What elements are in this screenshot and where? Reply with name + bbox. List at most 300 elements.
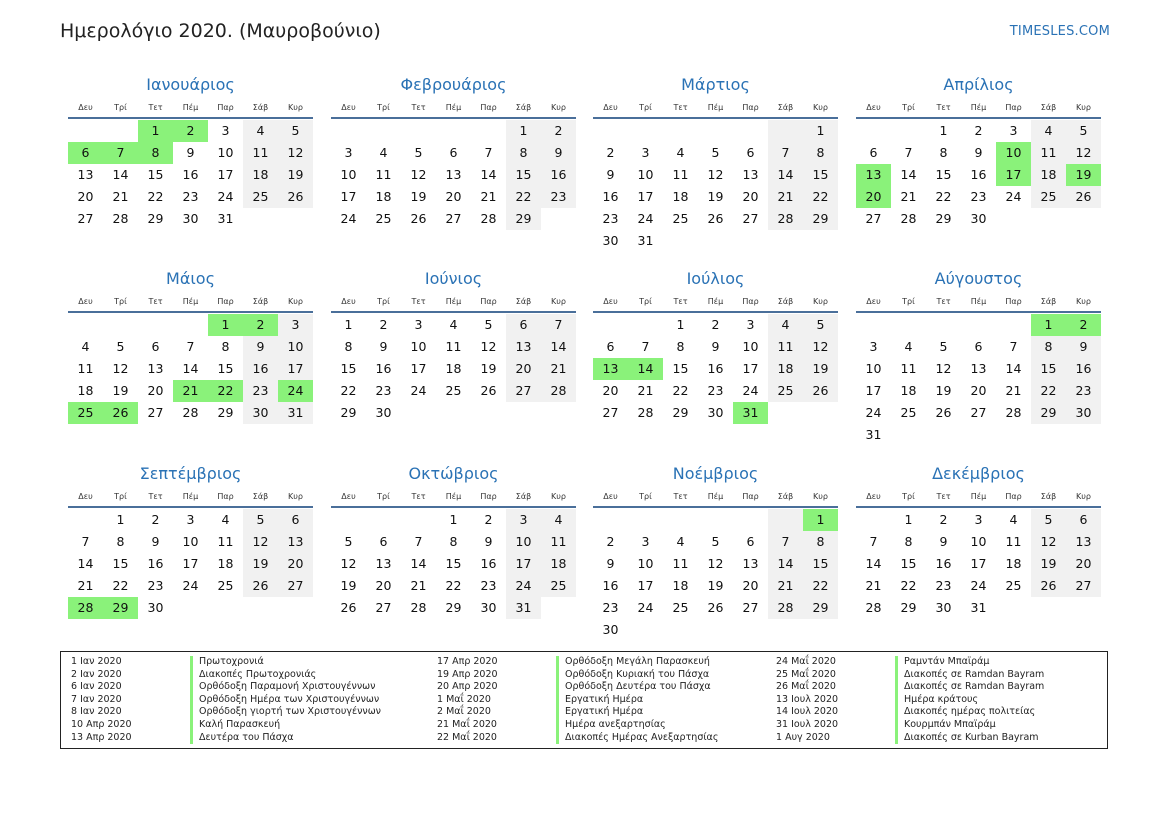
day-cell: 28 — [112, 211, 129, 226]
day-cell: 5 — [803, 314, 838, 336]
day-cell: 20 — [742, 189, 759, 204]
day-cell: 7 — [541, 314, 576, 336]
empty-cell — [891, 120, 926, 142]
day-cell: 25 — [768, 380, 803, 402]
day-cell: 21 — [541, 358, 576, 380]
day-cell: 9 — [243, 336, 278, 358]
holiday-legend — [60, 651, 1108, 749]
legend-date: 17 Απρ 2020 — [437, 656, 498, 667]
day-cell: 5 — [243, 509, 278, 531]
day-cell: 27 — [375, 600, 392, 615]
holiday-day: 20 — [856, 186, 891, 208]
day-cell: 5 — [711, 534, 720, 549]
empty-cell — [331, 120, 366, 142]
empty-cell — [103, 314, 138, 336]
day-cell: 9 — [606, 167, 615, 182]
day-cell: 3 — [869, 339, 878, 354]
day-cell: 7 — [869, 534, 878, 549]
day-cell: 8 — [803, 531, 838, 553]
day-cell: 28 — [865, 600, 882, 615]
legend-date: 1 Ιαν 2020 — [71, 656, 122, 667]
weekday-label: Τρί — [639, 492, 652, 501]
day-cell: 29 — [803, 208, 838, 230]
weekday-label: Δευ — [603, 103, 618, 112]
day-cell: 12 — [707, 556, 724, 571]
day-cell: 3 — [221, 123, 230, 138]
weekday-label: Τετ — [673, 492, 688, 501]
weekday-label: Κυρ — [1076, 297, 1091, 306]
day-cell: 3 — [414, 317, 423, 332]
day-cell: 23 — [935, 578, 952, 593]
day-cell: 14 — [1005, 361, 1022, 376]
holiday-day: 19 — [1066, 164, 1101, 186]
day-cell: 6 — [278, 509, 313, 531]
day-cell: 6 — [974, 339, 983, 354]
day-cell: 12 — [935, 361, 952, 376]
day-cell: 5 — [1031, 509, 1066, 531]
day-cell: 10 — [865, 361, 882, 376]
weekday-label: Δευ — [866, 492, 881, 501]
day-cell: 3 — [186, 512, 195, 527]
weekday-label: Σάβ — [777, 297, 794, 306]
day-cell: 13 — [278, 531, 313, 553]
weekday-label: Τρί — [639, 103, 652, 112]
day-cell: 8 — [1031, 336, 1066, 358]
day-cell: 26 — [707, 600, 724, 615]
weekday-label: Τρί — [114, 103, 127, 112]
day-cell: 12 — [707, 167, 724, 182]
site-link[interactable]: TIMESLES.COM — [1009, 24, 1110, 39]
day-cell: 18 — [375, 189, 392, 204]
weekday-label: Τρί — [114, 297, 127, 306]
day-cell: 13 — [375, 556, 392, 571]
weekday-label: Πέμ — [182, 492, 199, 501]
day-cell: 29 — [147, 211, 164, 226]
month-name: Αύγουστος — [934, 269, 1023, 288]
empty-cell — [68, 120, 103, 142]
legend-holiday-name: Δευτέρα του Πάσχα — [190, 732, 294, 745]
day-cell: 21 — [865, 578, 882, 593]
weekday-label: Κυρ — [813, 297, 828, 306]
day-cell: 16 — [602, 189, 619, 204]
day-cell: 9 — [1066, 336, 1101, 358]
day-cell: 10 — [410, 339, 427, 354]
day-grid — [331, 119, 576, 230]
legend-holiday-name: Διακοπές σε Ramdan Bayram — [895, 669, 1044, 682]
day-cell: 17 — [865, 383, 882, 398]
month-name: Οκτώβριος — [408, 464, 499, 483]
weekday-label: Τρί — [377, 297, 390, 306]
day-cell: 6 — [449, 145, 458, 160]
day-cell: 1 — [676, 317, 685, 332]
day-cell: 18 — [243, 164, 278, 186]
day-cell: 21 — [112, 189, 129, 204]
weekday-label: Τετ — [411, 297, 426, 306]
day-cell: 30 — [970, 211, 987, 226]
weekday-header — [68, 292, 313, 313]
day-cell: 11 — [900, 361, 917, 376]
day-cell: 8 — [803, 142, 838, 164]
day-cell: 19 — [340, 578, 357, 593]
weekday-label: Πέμ — [707, 297, 724, 306]
holiday-day: 28 — [68, 597, 103, 619]
weekday-label: Δευ — [341, 492, 356, 501]
legend-date: 21 Μαΐ 2020 — [437, 718, 497, 730]
weekday-label: Σάβ — [515, 103, 532, 112]
day-cell: 12 — [480, 339, 497, 354]
legend-holiday-name: Διακοπές Πρωτοχρονιάς — [190, 669, 316, 682]
weekday-label: Τρί — [902, 103, 915, 112]
weekday-label: Κυρ — [551, 297, 566, 306]
day-cell: 13 — [742, 167, 759, 182]
day-cell: 27 — [742, 600, 759, 615]
day-cell: 23 — [970, 189, 987, 204]
legend-date: 2 Μαΐ 2020 — [437, 706, 491, 718]
day-cell: 21 — [637, 383, 654, 398]
day-cell: 19 — [480, 361, 497, 376]
day-cell: 12 — [1066, 142, 1101, 164]
day-cell: 7 — [768, 531, 803, 553]
day-cell: 8 — [449, 534, 458, 549]
empty-cell — [436, 120, 471, 142]
day-cell: 20 — [278, 553, 313, 575]
weekday-label: Πέμ — [707, 103, 724, 112]
day-cell: 25 — [541, 575, 576, 597]
day-cell: 11 — [541, 531, 576, 553]
empty-cell — [891, 314, 926, 336]
day-cell: 4 — [1031, 120, 1066, 142]
day-cell: 27 — [506, 380, 541, 402]
holiday-day: 31 — [733, 402, 768, 424]
weekday-label: Κυρ — [813, 103, 828, 112]
month-block — [593, 461, 838, 641]
legend-date: 19 Απρ 2020 — [437, 668, 498, 680]
day-cell: 14 — [480, 167, 497, 182]
day-cell: 18 — [1005, 556, 1022, 571]
day-cell: 28 — [900, 211, 917, 226]
day-cell: 19 — [707, 578, 724, 593]
legend-date: 6 Ιαν 2020 — [71, 681, 122, 693]
day-cell: 17 — [970, 556, 987, 571]
day-cell: 19 — [243, 553, 278, 575]
day-cell: 14 — [77, 556, 94, 571]
holiday-day: 25 — [68, 402, 103, 424]
day-cell: 26 — [340, 600, 357, 615]
weekday-label: Πέμ — [707, 492, 724, 501]
weekday-label: Σάβ — [252, 492, 269, 501]
day-cell: 14 — [112, 167, 129, 182]
day-cell: 8 — [344, 339, 353, 354]
empty-cell — [663, 509, 698, 531]
holiday-day: 1 — [803, 509, 838, 531]
weekday-label: Τετ — [936, 297, 951, 306]
day-cell: 16 — [935, 556, 952, 571]
legend-date: 24 Μαΐ 2020 — [776, 656, 836, 667]
empty-cell — [366, 509, 401, 531]
day-cell: 25 — [672, 600, 689, 615]
holiday-day: 13 — [856, 164, 891, 186]
day-cell: 4 — [379, 145, 388, 160]
day-cell: 6 — [869, 145, 878, 160]
weekday-label: Κυρ — [1076, 492, 1091, 501]
day-grid — [331, 313, 576, 424]
day-cell: 10 — [637, 556, 654, 571]
day-cell: 16 — [375, 361, 392, 376]
legend-holiday-name: Ορθόδοξη Παραμονή Χριστουγέννων — [190, 681, 375, 694]
day-cell: 3 — [746, 317, 755, 332]
holiday-day: 17 — [996, 164, 1031, 186]
empty-cell — [68, 509, 103, 531]
weekday-label: Δευ — [866, 103, 881, 112]
day-cell: 9 — [379, 339, 388, 354]
holiday-day: 7 — [103, 142, 138, 164]
month-block — [68, 266, 313, 424]
day-cell: 4 — [768, 314, 803, 336]
day-cell: 2 — [379, 317, 388, 332]
day-cell: 26 — [935, 405, 952, 420]
day-cell: 8 — [116, 534, 125, 549]
day-cell: 22 — [1031, 380, 1066, 402]
day-grid — [593, 119, 838, 252]
weekday-label: Τετ — [936, 492, 951, 501]
weekday-label: Πέμ — [970, 297, 987, 306]
day-cell: 1 — [449, 512, 458, 527]
weekday-label: Τρί — [639, 297, 652, 306]
day-cell: 27 — [865, 211, 882, 226]
day-cell: 17 — [278, 358, 313, 380]
day-cell: 10 — [637, 167, 654, 182]
day-cell: 20 — [375, 578, 392, 593]
day-cell: 7 — [81, 534, 90, 549]
day-cell: 20 — [742, 578, 759, 593]
day-cell: 29 — [445, 600, 462, 615]
weekday-label: Δευ — [341, 297, 356, 306]
day-cell: 29 — [935, 211, 952, 226]
day-cell: 31 — [970, 600, 987, 615]
weekday-label: Τετ — [148, 103, 163, 112]
weekday-label: Κυρ — [551, 492, 566, 501]
weekday-label: Παρ — [1005, 492, 1022, 501]
day-cell: 24 — [637, 600, 654, 615]
day-cell: 2 — [974, 123, 983, 138]
weekday-label: Πέμ — [970, 103, 987, 112]
day-cell: 26 — [803, 380, 838, 402]
empty-cell — [103, 120, 138, 142]
day-cell: 18 — [900, 383, 917, 398]
day-cell: 19 — [707, 189, 724, 204]
day-cell: 17 — [637, 189, 654, 204]
day-cell: 24 — [742, 383, 759, 398]
day-cell: 12 — [410, 167, 427, 182]
day-cell: 13 — [77, 167, 94, 182]
weekday-label: Παρ — [217, 492, 234, 501]
legend-date: 10 Απρ 2020 — [71, 718, 132, 730]
day-cell: 3 — [506, 509, 541, 531]
day-cell: 17 — [410, 361, 427, 376]
day-cell: 12 — [340, 556, 357, 571]
weekday-label: Σάβ — [1040, 492, 1057, 501]
day-cell: 15 — [340, 361, 357, 376]
day-cell: 30 — [1066, 402, 1101, 424]
day-cell: 14 — [410, 556, 427, 571]
day-cell: 13 — [1066, 531, 1101, 553]
day-cell: 26 — [707, 211, 724, 226]
day-cell: 26 — [1031, 575, 1066, 597]
weekday-label: Πέμ — [182, 103, 199, 112]
day-cell: 30 — [182, 211, 199, 226]
day-cell: 22 — [672, 383, 689, 398]
holiday-day: 2 — [173, 120, 208, 142]
day-cell: 4 — [676, 145, 685, 160]
day-cell: 21 — [410, 578, 427, 593]
day-cell: 17 — [182, 556, 199, 571]
day-cell: 16 — [1066, 358, 1101, 380]
day-cell: 13 — [742, 556, 759, 571]
empty-cell — [856, 314, 891, 336]
holiday-day: 8 — [138, 142, 173, 164]
day-cell: 4 — [904, 339, 913, 354]
weekday-label: Δευ — [866, 297, 881, 306]
month-block — [331, 461, 576, 619]
day-cell: 7 — [414, 534, 423, 549]
legend-date: 2 Ιαν 2020 — [71, 668, 122, 680]
weekday-label: Δευ — [78, 103, 93, 112]
weekday-label: Τετ — [148, 297, 163, 306]
empty-cell — [401, 120, 436, 142]
day-cell: 2 — [606, 534, 615, 549]
legend-holiday-name: Ορθόδοξη Μεγάλη Παρασκευή — [556, 656, 710, 669]
day-cell: 18 — [768, 358, 803, 380]
day-cell: 25 — [900, 405, 917, 420]
weekday-label: Δευ — [603, 492, 618, 501]
day-cell: 30 — [375, 405, 392, 420]
day-cell: 6 — [151, 339, 160, 354]
day-cell: 20 — [445, 189, 462, 204]
day-cell: 27 — [970, 405, 987, 420]
weekday-label: Δευ — [78, 492, 93, 501]
day-cell: 20 — [506, 358, 541, 380]
day-cell: 11 — [1005, 534, 1022, 549]
day-cell: 5 — [711, 145, 720, 160]
day-cell: 23 — [602, 600, 619, 615]
day-cell: 15 — [803, 164, 838, 186]
month-name: Δεκέμβριος — [932, 464, 1025, 483]
day-cell: 22 — [803, 575, 838, 597]
legend-holiday-name: Διακοπές Ημέρας Ανεξαρτησίας — [556, 732, 718, 745]
day-cell: 22 — [147, 189, 164, 204]
day-cell: 24 — [637, 211, 654, 226]
day-cell: 28 — [541, 380, 576, 402]
month-block — [68, 72, 313, 230]
day-cell: 4 — [243, 120, 278, 142]
weekday-label: Τετ — [148, 492, 163, 501]
day-cell: 11 — [375, 167, 392, 182]
day-cell: 9 — [541, 142, 576, 164]
day-cell: 27 — [77, 211, 94, 226]
holiday-day: 29 — [103, 597, 138, 619]
month-name: Φεβρουάριος — [400, 75, 507, 94]
day-cell: 16 — [480, 556, 497, 571]
empty-cell — [593, 509, 628, 531]
day-cell: 19 — [935, 383, 952, 398]
empty-cell — [663, 120, 698, 142]
day-cell: 1 — [506, 120, 541, 142]
day-cell: 7 — [1009, 339, 1018, 354]
legend-holiday-name: Εργατική Ημέρα — [556, 706, 643, 719]
day-cell: 2 — [606, 145, 615, 160]
weekday-label: Τρί — [114, 492, 127, 501]
day-cell: 23 — [480, 578, 497, 593]
legend-holiday-name: Πρωτοχρονιά — [190, 656, 264, 669]
weekday-label: Πέμ — [970, 492, 987, 501]
day-cell: 23 — [707, 383, 724, 398]
day-cell: 10 — [340, 167, 357, 182]
month-name: Ιανουάριος — [146, 75, 235, 94]
day-cell: 11 — [672, 167, 689, 182]
day-cell: 15 — [506, 164, 541, 186]
legend-holiday-name: Διακοπές ημέρας πολιτείας — [895, 706, 1035, 719]
day-cell: 22 — [900, 578, 917, 593]
day-cell: 15 — [1031, 358, 1066, 380]
day-cell: 15 — [900, 556, 917, 571]
day-cell: 4 — [1009, 512, 1018, 527]
day-cell: 29 — [1031, 402, 1066, 424]
legend-date: 1 Αυγ 2020 — [776, 731, 830, 743]
day-cell: 16 — [707, 361, 724, 376]
legend-holiday-name: Διακοπές σε Kurban Bayram — [895, 732, 1039, 745]
day-cell: 6 — [606, 339, 615, 354]
month-block — [331, 266, 576, 424]
day-cell: 25 — [1005, 578, 1022, 593]
day-cell: 3 — [1009, 123, 1018, 138]
page-title: Ημερολόγιο 2020. (Μαυροβούνιο) — [60, 20, 381, 42]
legend-date: 20 Απρ 2020 — [437, 681, 498, 693]
weekday-label: Κυρ — [288, 492, 303, 501]
empty-cell — [856, 509, 891, 531]
empty-cell — [698, 509, 733, 531]
day-cell: 14 — [865, 556, 882, 571]
day-cell: 29 — [217, 405, 234, 420]
day-cell: 26 — [410, 211, 427, 226]
day-cell: 12 — [1031, 531, 1066, 553]
empty-cell — [593, 120, 628, 142]
day-cell: 8 — [676, 339, 685, 354]
day-cell: 20 — [77, 189, 94, 204]
day-cell: 17 — [742, 361, 759, 376]
day-cell: 22 — [935, 189, 952, 204]
day-cell: 11 — [243, 142, 278, 164]
weekday-label: Τετ — [411, 492, 426, 501]
day-cell: 21 — [480, 189, 497, 204]
holiday-day: 6 — [68, 142, 103, 164]
day-cell: 14 — [182, 361, 199, 376]
day-cell: 23 — [243, 380, 278, 402]
day-cell: 3 — [344, 145, 353, 160]
day-cell: 28 — [182, 405, 199, 420]
day-cell: 27 — [602, 405, 619, 420]
weekday-label: Σάβ — [1040, 103, 1057, 112]
day-cell: 6 — [379, 534, 388, 549]
legend-date: 31 Ιουλ 2020 — [776, 718, 839, 730]
weekday-label: Δευ — [78, 297, 93, 306]
month-name: Απρίλιος — [943, 75, 1014, 94]
weekday-label: Κυρ — [551, 103, 566, 112]
day-cell: 27 — [742, 211, 759, 226]
day-cell: 15 — [672, 361, 689, 376]
day-cell: 31 — [865, 427, 882, 442]
day-cell: 18 — [217, 556, 234, 571]
weekday-label: Τρί — [902, 297, 915, 306]
